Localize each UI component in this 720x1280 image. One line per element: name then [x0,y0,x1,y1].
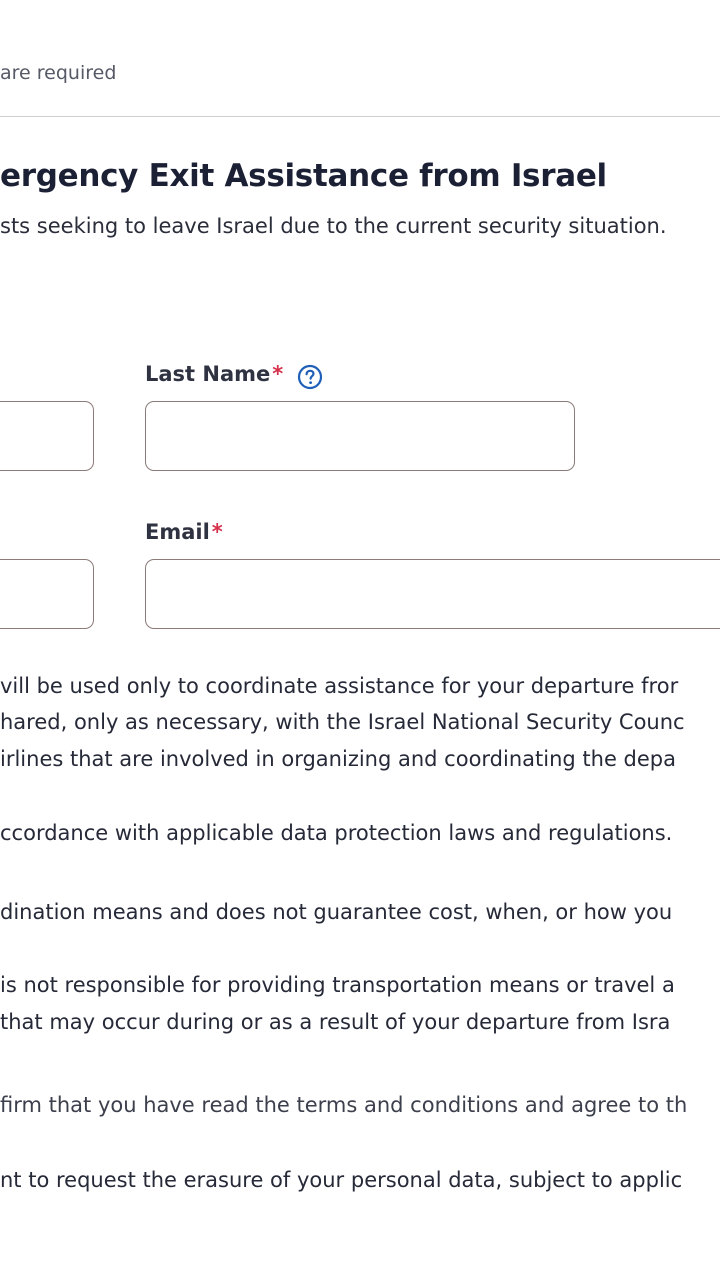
terms-agreement-text: firm that you have read the terms and conditions and agree to th [0,1093,688,1117]
disclaimer-paragraph-4-line-1: is not responsible for providing transportation means or travel a [0,973,675,997]
page-subtitle: sts seeking to leave Israel due to the current security situation. [0,214,667,238]
disclaimer-paragraph-4-line-2: that may occur during or as a result of your departure from Isra [0,1010,671,1034]
last-name-label-text: Last Name [145,362,271,386]
disclaimer-paragraph-1-line-2: hared, only as necessary, with the Israel National Security Counc [0,710,685,734]
disclaimer-paragraph-1-line-3: irlines that are involved in organizing and coordinating the depa [0,747,676,771]
first-name-input[interactable] [0,401,94,471]
question-circle-icon[interactable] [297,364,323,390]
required-star: * [272,362,284,386]
disclaimer-paragraph-2: ccordance with applicable data protection laws and regulations. [0,821,673,845]
header-divider [0,116,720,117]
email-label-text: Email [145,520,210,544]
email-input[interactable] [145,559,720,629]
page-title: ergency Exit Assistance from Israel [0,158,607,194]
disclaimer-paragraph-1-line-1: vill be used only to coordinate assistance for your departure fror [0,674,679,698]
required-star: * [211,520,223,544]
required-fields-note: are required [0,62,117,84]
last-name-input[interactable] [145,401,575,471]
phone-input[interactable] [0,559,94,629]
email-label [145,520,223,544]
data-erasure-text: nt to request the erasure of your personal data, subject to applic [0,1168,683,1192]
last-name-label [145,362,283,386]
disclaimer-paragraph-3: dination means and does not guarantee cost, when, or how you [0,900,673,924]
